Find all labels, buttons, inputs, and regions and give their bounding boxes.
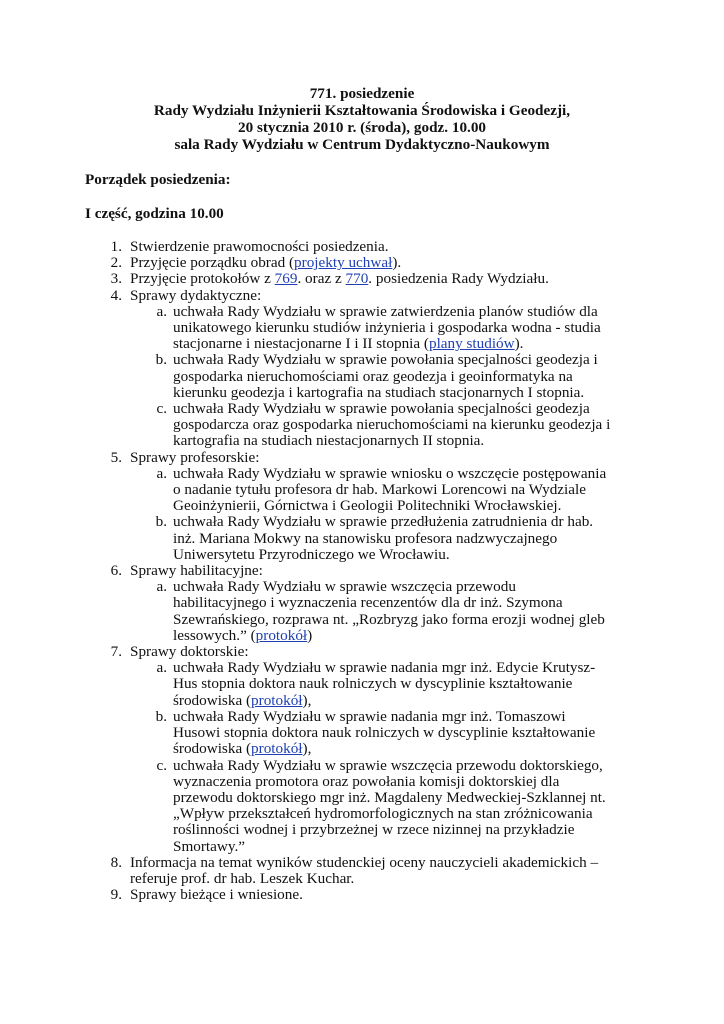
- subitem-text: uchwała Rady Wydziału w sprawie nadania mgr inż. Edycie Krutysz-Hus stopnia doktora nauk rolniczych w dyscyplinie kształtowanie środowiska (protokół),: [173, 659, 596, 709]
- item-text: Sprawy dydaktyczne:: [130, 286, 262, 304]
- agenda-item-9: [0, 887, 724, 903]
- item-number: 4.: [110, 286, 122, 304]
- subitem-letter: c.: [156, 400, 167, 418]
- subitem-letter: a.: [156, 302, 167, 320]
- protocol-769-link[interactable]: 769: [274, 270, 298, 288]
- protokol-link[interactable]: protokół: [251, 740, 303, 758]
- subitem-text: uchwała Rady Wydziału w sprawie powołania specjalności geodezja gospodarcza oraz gospodarka nieruchomościami na kierunku geodezja i kartografia na studiach niestacjonarnych II stopnia.: [173, 400, 611, 450]
- protocol-770-link[interactable]: 770: [345, 270, 369, 288]
- subitem-4c: [0, 401, 724, 450]
- item-text: Przyjęcie protokołów z 769. oraz z 770. posiedzenia Rady Wydziału.: [130, 270, 549, 288]
- subitem-text: uchwała Rady Wydziału w sprawie powołania specjalności geodezja i gospodarka nieruchomościami oraz geodezja i geoinformatyka na kierunku geodezja i kartografia na studiach stacjonarnych I stopnia.: [173, 351, 598, 401]
- item-text: Sprawy profesorskie:: [130, 448, 260, 466]
- item-text: Sprawy doktorskie:: [130, 643, 249, 661]
- protokol-link[interactable]: protokół: [251, 691, 303, 709]
- item-text: Sprawy bieżące i wniesione.: [130, 886, 303, 904]
- plany-studiow-link[interactable]: plany studiów: [428, 335, 515, 353]
- agenda-heading: Porządek posiedzenia:: [85, 171, 231, 188]
- subitem-letter: b.: [155, 351, 167, 369]
- item-text: Przyjęcie porządku obrad (projekty uchwał).: [130, 254, 402, 272]
- item-number: 1.: [110, 238, 122, 255]
- item-number: 7.: [110, 643, 122, 661]
- subitem-letter: a.: [156, 659, 167, 677]
- subitem-letter: b.: [155, 707, 167, 725]
- agenda-item-2: [0, 255, 724, 271]
- item-text: Sprawy habilitacyjne:: [130, 562, 263, 580]
- subitem-text: uchwała Rady Wydziału w sprawie zatwierdzenia planów studiów dla unikatowego kierunku studiów inżynieria i gospodarka wodna - studia stacjonarne i niestacjonarne I i II stopnia (plany studiów).: [173, 302, 601, 353]
- item-number: 5.: [110, 448, 122, 466]
- subitem-6a: [0, 579, 724, 644]
- subitem-5b: [0, 514, 724, 563]
- subitem-text: uchwała Rady Wydziału w sprawie wszczęcia przewodu habilitacyjnego i wyznaczenia recenzentów dla dr inż. Szymona Szewrańskiego, rozprawa nt. „Rozbryzg jako forma erozji wodnej gleb lessowych.” (protokół): [173, 578, 605, 644]
- item-number: 9.: [110, 886, 122, 904]
- agenda-item-3: [0, 271, 724, 287]
- agenda-item-7: [0, 644, 724, 855]
- subitem-text: uchwała Rady Wydziału w sprawie przedłużenia zatrudnienia dr hab. inż. Mariana Mokwy na stanowisku profesora nadzwyczajnego Uniwersytetu Przyrodniczego we Wrocławiu.: [173, 513, 594, 563]
- subitem-text: uchwała Rady Wydziału w sprawie wszczęcia przewodu doktorskiego, wyznaczenia promotora oraz powołania komisji doktorskiej dla przewodu doktorskiego mgr inż. Magdaleny Medweckiej-Szklannej nt. „Wpływ przekształceń hydromorfologicznych na stan zróżnicowania roślinności wodnej i przybrzeżnej w rzece nizinnej na przykładzie Smortawy.”: [173, 756, 606, 855]
- subitem-letter: a.: [156, 464, 167, 482]
- item-number: 8.: [110, 853, 122, 871]
- projekty-uchwal-link[interactable]: projekty uchwał: [294, 254, 393, 272]
- meeting-location: sala Rady Wydziału w Centrum Dydaktyczno-Naukowym: [174, 136, 550, 153]
- item-text: Informacja na temat wyników studenckiej oceny nauczycieli akademickich – referuje prof. dr hab. Leszek Kuchar.: [130, 853, 599, 887]
- subitem-7a: [0, 660, 724, 709]
- subitem-4a: [0, 304, 724, 353]
- agenda-item-8: [0, 855, 724, 887]
- agenda-item-5: [0, 450, 724, 563]
- subitem-text: uchwała Rady Wydziału w sprawie nadania mgr inż. Tomaszowi Husowi stopnia doktora nauk rolniczych w dyscyplinie kształtowanie środowiska (protokół),: [173, 707, 596, 758]
- part-heading: I część, godzina 10.00: [85, 205, 224, 222]
- item-number: 2.: [110, 254, 122, 272]
- subitem-7b: [0, 709, 724, 758]
- meeting-number: 771. posiedzenie: [309, 85, 415, 102]
- subitem-7c: [0, 758, 724, 855]
- subitem-letter: c.: [156, 756, 167, 774]
- agenda-item-4: [0, 288, 724, 450]
- item-text: Stwierdzenie prawomocności posiedzenia.: [130, 238, 389, 255]
- item-number: 3.: [110, 270, 122, 288]
- council-name: Rady Wydziału Inżynierii Kształtowania Środowiska i Geodezji,: [153, 102, 571, 119]
- subitem-text: uchwała Rady Wydziału w sprawie wniosku o wszczęcie postępowania o nadanie tytułu profesora dr hab. Markowi Lorencowi na Wydziale Geoinżynierii, Górnictwa i Geologii Politechniki Wrocławskiej.: [173, 464, 607, 515]
- subitem-letter: b.: [155, 513, 167, 531]
- agenda-item-1: [0, 239, 724, 255]
- item-number: 6.: [110, 562, 122, 580]
- subitem-letter: a.: [156, 578, 167, 596]
- subitem-4b: [0, 352, 724, 401]
- subitem-5a: [0, 466, 724, 515]
- agenda-list: [0, 239, 724, 903]
- agenda-item-6: [0, 563, 724, 644]
- meeting-date: 20 stycznia 2010 r. (środa), godz. 10.00: [237, 119, 487, 136]
- protokol-link[interactable]: protokół: [255, 626, 308, 644]
